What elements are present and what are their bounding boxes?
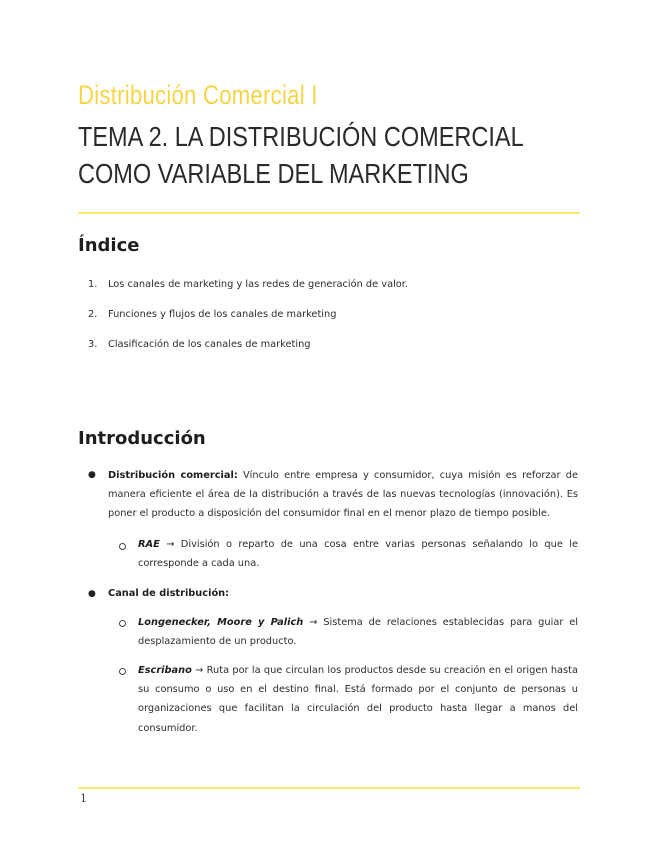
index-item-text: Funciones y flujos de los canales de marketing [108,309,337,320]
index-item-number: 3. [88,339,98,350]
bullet-icon: ● [88,470,96,480]
header-divider [78,212,580,214]
term-canal: Canal de distribución: [108,588,230,599]
intro-heading: Introducción [78,428,206,449]
definition-distribucion [108,466,578,524]
circle-bullet-icon [119,668,126,675]
definition-longenecker [138,613,578,651]
circle-bullet-icon [119,543,126,550]
index-item-number: 1. [88,279,98,290]
index-item [88,339,311,350]
definition-text: Vínculo entre empresa y consumidor, cuya misión es reforzar de manera eficiente el área de la distribución a través de las nuevas tecnologías (innovación). Es poner el producto a disposición del consumidor final en el menor plazo de tiempo posible. [108,470,578,520]
index-item [88,309,336,320]
term-longenecker: Longenecker, Moore y Palich [138,617,304,628]
definition-text: → Ruta por la que circulan los productos desde su creación en el origen hasta su consumo o uso en el destino final. Está formado por el conjunto de personas u organizaciones que facilitan la circulación del producto hasta llegar a manos del consumidor. [138,665,578,734]
definition-rae [138,535,578,573]
subject-title: Distribución Comercial I [78,80,318,110]
circle-bullet-icon [119,620,126,627]
index-item [88,279,408,290]
definition-text: → División o reparto de una cosa entre varias personas señalando lo que le corresponde a cada una. [138,539,578,570]
term-rae: RAE [138,539,160,550]
index-item-text: Los canales de marketing y las redes de generación de valor. [108,279,409,290]
definition-escribano [138,661,578,738]
index-heading: Índice [78,235,140,256]
term-distribucion: Distribución comercial: [108,470,238,481]
index-item-number: 2. [88,309,98,320]
index-item-text: Clasificación de los canales de marketing [108,339,311,350]
term-escribano: Escribano [138,665,192,676]
bullet-icon: ● [88,589,96,599]
definition-canal [108,584,578,603]
footer-divider [78,787,580,789]
page-number: 1 [80,792,87,805]
definition-text: → Sistema de relaciones establecidas para guiar el desplazamiento de un producto. [138,617,578,648]
page-title: TEMA 2. LA DISTRIBUCIÓN COMERCIAL COMO VARIABLE DEL MARKETING [78,121,523,189]
